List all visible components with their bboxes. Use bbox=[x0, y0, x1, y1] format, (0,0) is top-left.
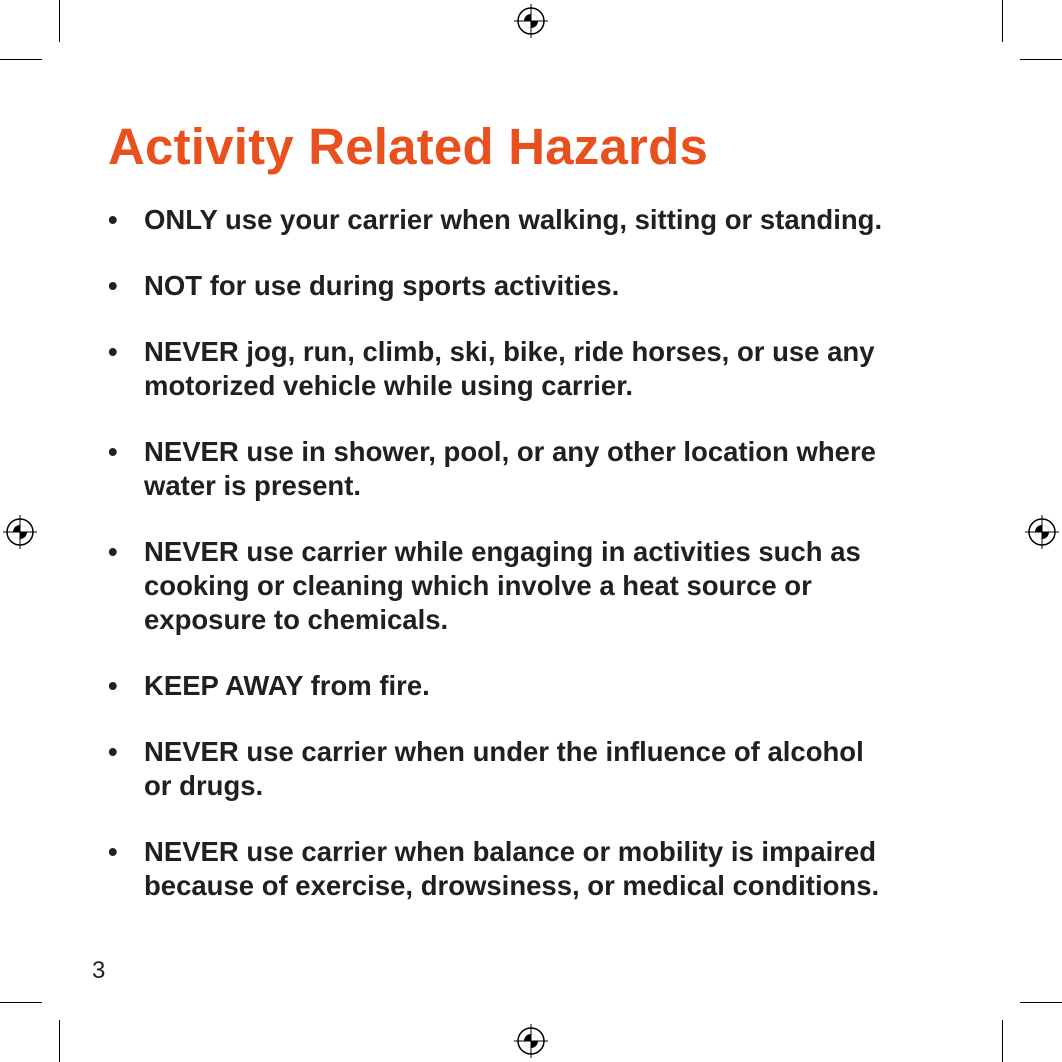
hazard-item bbox=[108, 535, 1008, 637]
hazard-text-line: NEVER use carrier when under the influence of alcohol bbox=[144, 736, 864, 767]
crop-mark-bottom-right-horizontal bbox=[1020, 1002, 1062, 1003]
hazard-item bbox=[108, 203, 1008, 237]
bullet-icon: • bbox=[108, 836, 118, 867]
hazard-item bbox=[108, 435, 1008, 503]
registration-target-icon bbox=[514, 1024, 548, 1058]
crop-mark-bottom-left-horizontal bbox=[0, 1002, 42, 1003]
hazard-item bbox=[108, 335, 1008, 403]
bullet-icon: • bbox=[108, 270, 118, 301]
hazard-text-line: motorized vehicle while using carrier. bbox=[144, 370, 634, 401]
hazard-text-line: water is present. bbox=[144, 470, 362, 501]
crop-mark-top-right-horizontal bbox=[1020, 59, 1062, 60]
hazard-text-line: NEVER use carrier while engaging in activities such as bbox=[144, 536, 861, 567]
hazard-item bbox=[108, 835, 1008, 903]
hazard-item bbox=[108, 269, 1008, 303]
hazard-text-line: KEEP AWAY from fire. bbox=[144, 670, 430, 701]
bullet-icon: • bbox=[108, 536, 118, 567]
bullet-icon: • bbox=[108, 436, 118, 467]
crop-mark-top-left-vertical bbox=[59, 0, 60, 42]
crop-mark-top-right-vertical bbox=[1002, 0, 1003, 42]
hazard-text-line: NEVER use carrier when balance or mobility is impaired bbox=[144, 836, 877, 867]
crop-mark-bottom-left-vertical bbox=[59, 1020, 60, 1062]
page-title: Activity Related Hazards bbox=[108, 118, 709, 175]
registration-target-icon bbox=[514, 4, 548, 38]
bullet-icon: • bbox=[108, 336, 118, 367]
page-number: 3 bbox=[92, 957, 106, 984]
registration-target-icon bbox=[1025, 515, 1059, 549]
crop-mark-bottom-right-vertical bbox=[1002, 1020, 1003, 1062]
crop-mark-top-left-horizontal bbox=[0, 59, 42, 60]
hazard-text-line: NOT for use during sports activities. bbox=[144, 270, 620, 301]
hazard-text-line: NEVER use in shower, pool, or any other location where bbox=[144, 436, 876, 467]
hazard-item bbox=[108, 735, 1008, 803]
hazard-text-line: or drugs. bbox=[144, 770, 264, 801]
hazard-item bbox=[108, 669, 1008, 703]
hazard-text-line: cooking or cleaning which involve a heat source or bbox=[144, 570, 812, 601]
hazard-text-line: because of exercise, drowsiness, or medical conditions. bbox=[144, 870, 880, 901]
bullet-icon: • bbox=[108, 670, 118, 701]
registration-target-icon bbox=[3, 515, 37, 549]
hazard-list bbox=[108, 203, 1008, 935]
hazard-text-line: NEVER jog, run, climb, ski, bike, ride horses, or use any bbox=[144, 336, 875, 367]
bullet-icon: • bbox=[108, 736, 118, 767]
hazard-text-line: exposure to chemicals. bbox=[144, 604, 449, 635]
hazard-text-line: ONLY use your carrier when walking, sitting or standing. bbox=[144, 204, 883, 235]
bullet-icon: • bbox=[108, 204, 118, 235]
